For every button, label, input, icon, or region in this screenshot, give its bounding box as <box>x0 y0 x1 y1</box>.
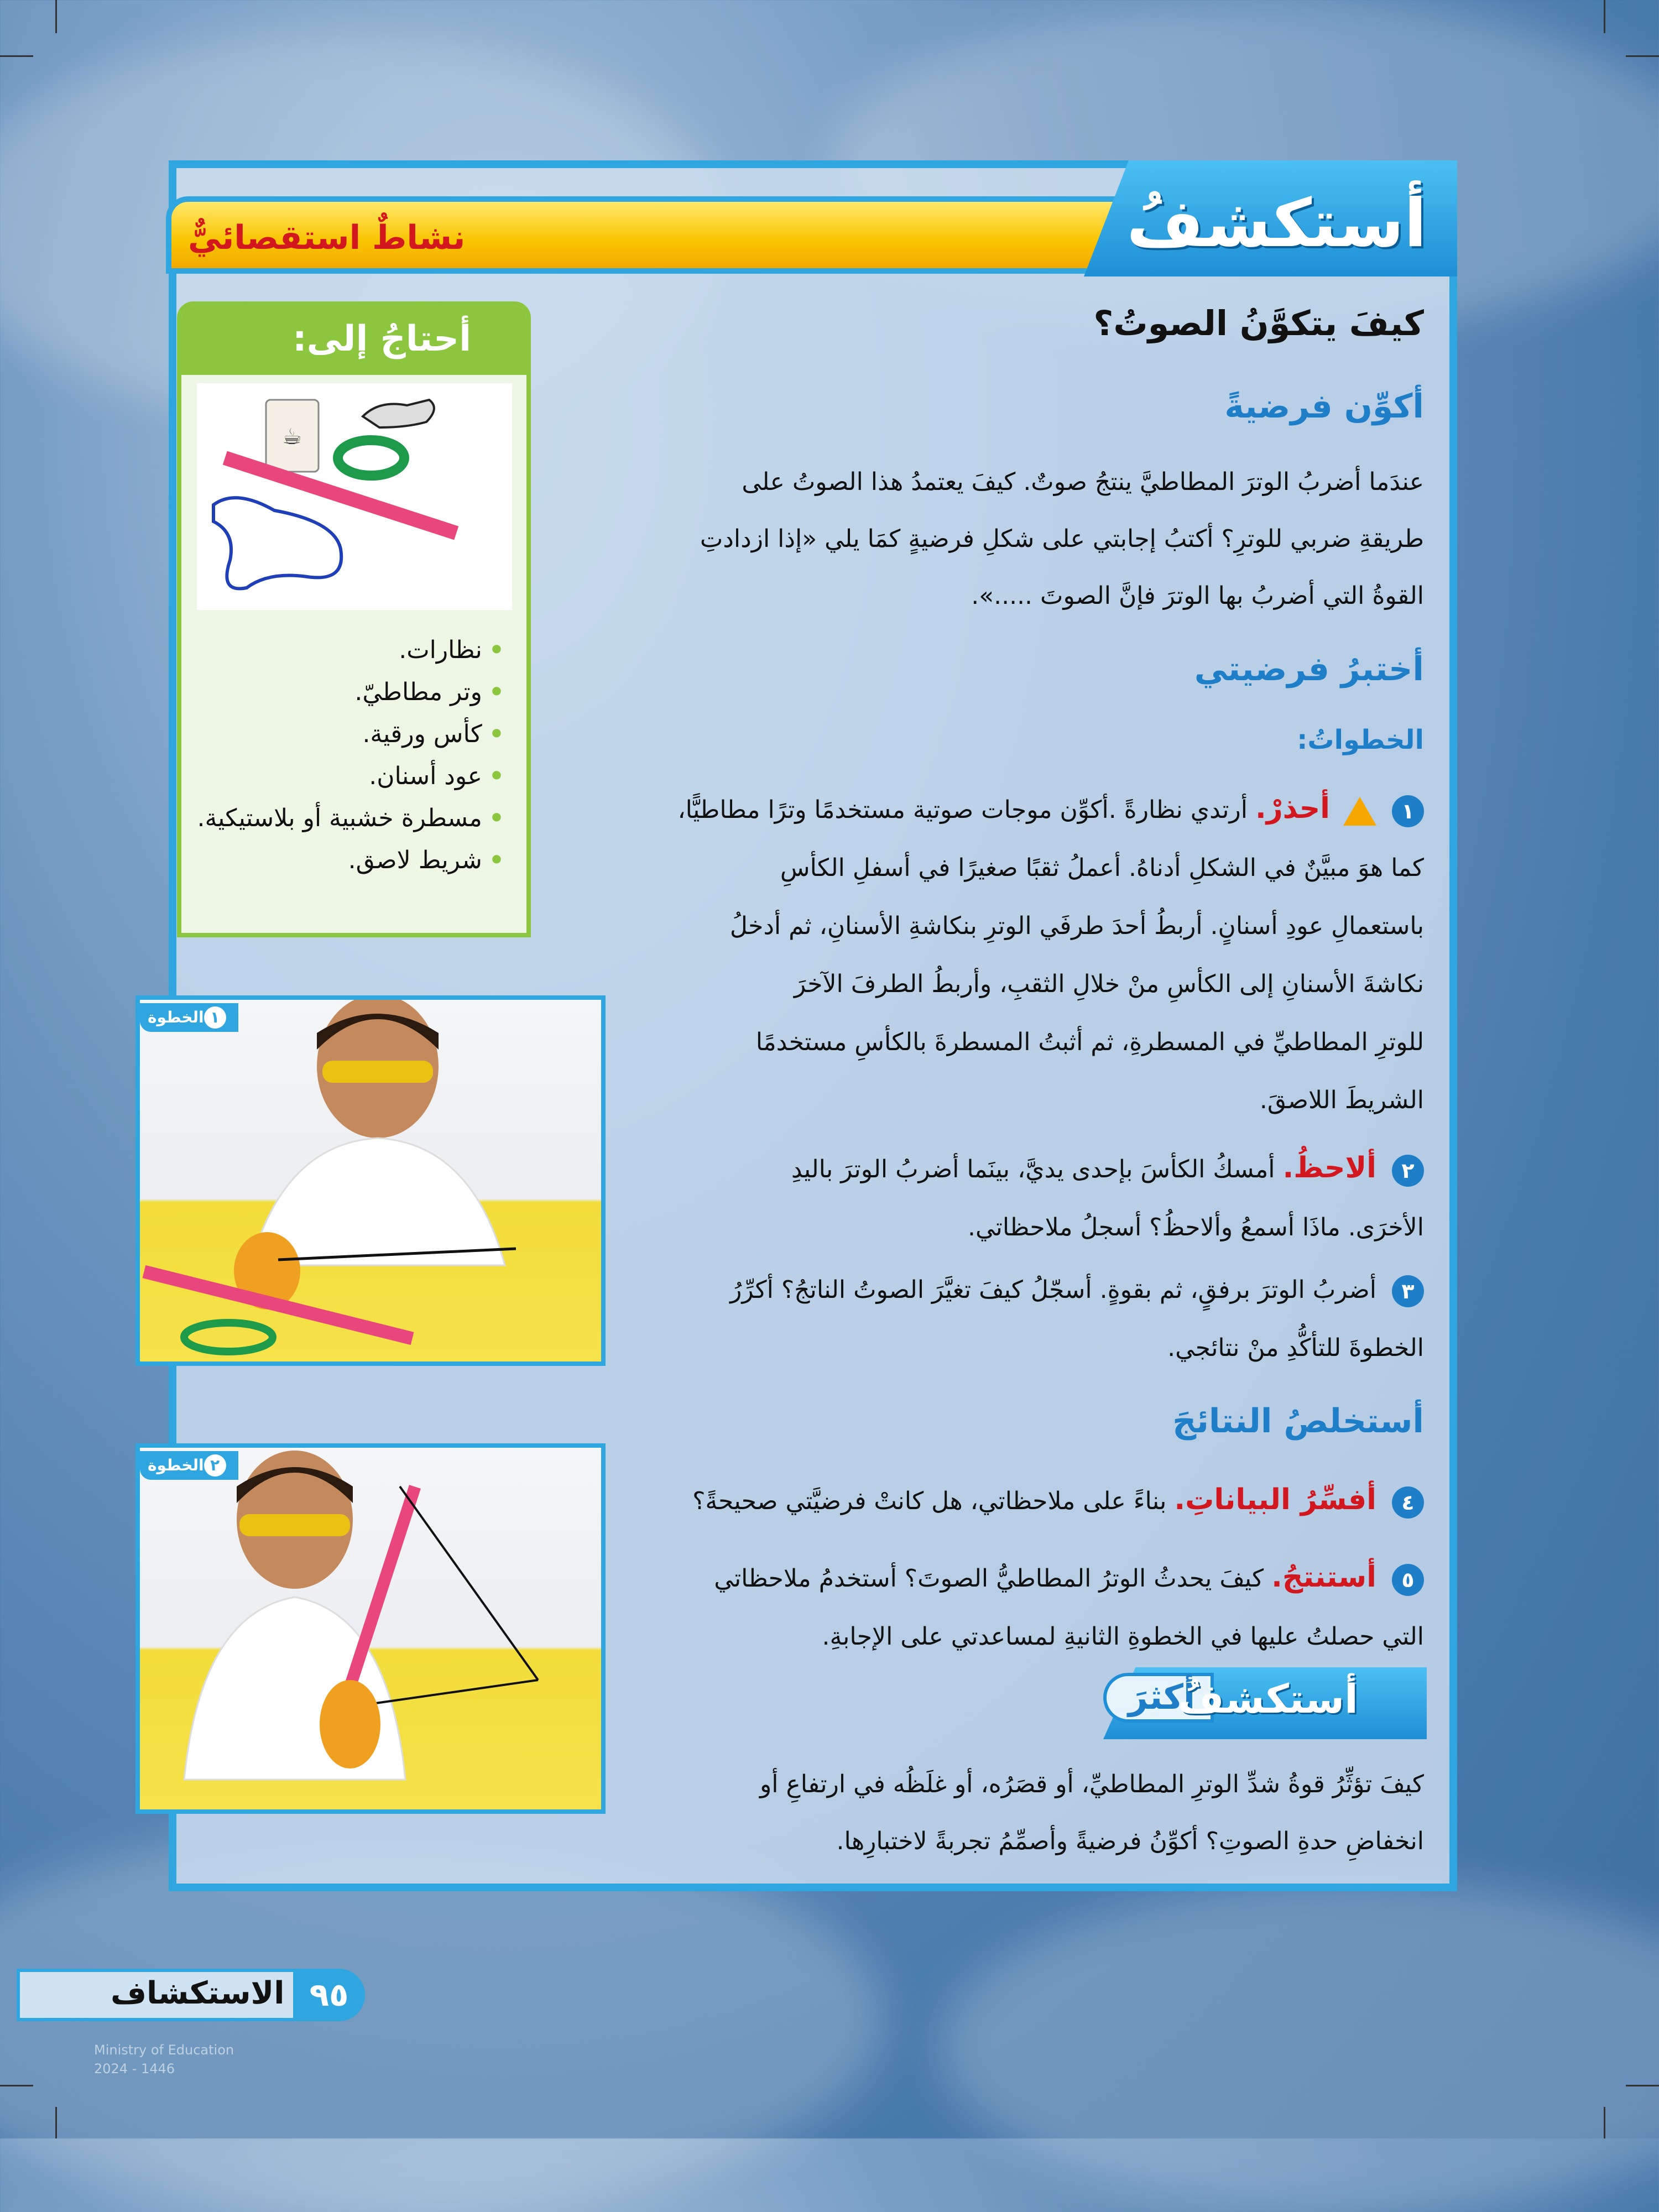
text-line: بناءً على ملاحظاتي، هل كانتْ فرضيَّتي صحيحةً؟ <box>692 1487 1167 1515</box>
materials-illustration <box>197 383 512 610</box>
list-item: •وتر مطاطيّ. <box>354 678 504 706</box>
step-2 <box>561 1139 1424 1256</box>
crop-mark <box>1604 2107 1605 2138</box>
step-5 <box>561 1548 1424 1666</box>
crop-mark <box>1604 0 1605 33</box>
crop-mark <box>0 2085 33 2086</box>
text-line: الخطوةَ للتأكُّدِ منْ نتائجي. <box>1167 1334 1424 1362</box>
hypothesis-text <box>561 453 1424 624</box>
section-title: الاستكشاف <box>111 1975 285 2011</box>
hypothesis-heading: أكوِّن فرضيةً <box>1224 387 1424 426</box>
tape-icon <box>338 440 404 476</box>
list-item: •كأس ورقية. <box>362 720 504 748</box>
materials-list <box>197 629 504 881</box>
steps-label: الخطواتُ: <box>1297 724 1424 755</box>
text-line: أضربُ الوترَ برفقٍ، ثم بقوةٍ. أسجّلُ كيفَ تغيَّرَ الصوتُ الناتجُ؟ أكرِّرُ <box>730 1276 1376 1304</box>
step-keyword: أستنتجُ. <box>1271 1561 1376 1594</box>
explore-more-tab-label: أكثرَ <box>1128 1677 1196 1717</box>
text-line: كما هوَ مبيَّنٌ في الشكلِ أدناهُ. أعملُ ثقبًا صغيرًا في أسفلِ الكأسِ <box>780 854 1424 882</box>
text-line: كيفَ تؤثِّرُ قوةُ شدِّ الوترِ المطاطيِّ، أو قصَرُه، أو غلَظُه في ارتفاعِ أو <box>760 1770 1424 1798</box>
activity-label: نشاطٌ استقصائيٌّ <box>188 218 466 257</box>
ministry-watermark: Ministry of Education 2024 - 1446 <box>94 2042 234 2077</box>
step-number: ٥ <box>1392 1564 1424 1596</box>
photo-step-tag: ١الخطوة <box>140 1003 238 1032</box>
text-line: انخفاضِ حدةِ الصوتِ؟ أكوِّنُ فرضيةً وأصمِّمُ تجربةً لاختبارِها. <box>836 1827 1424 1855</box>
materials-title: أحتاجُ إلى: <box>181 306 526 375</box>
step-number: ١ <box>1392 795 1424 827</box>
warning-icon <box>1343 797 1376 826</box>
main-question: كيفَ يتكوَّنُ الصوتُ؟ <box>1093 303 1424 343</box>
step-number: ٢ <box>1392 1155 1424 1187</box>
step-1-photo <box>135 995 606 1366</box>
step-number: ٤ <box>1392 1486 1424 1519</box>
list-item: •نظارات. <box>399 636 504 664</box>
child-with-ruler-illustration <box>140 1448 601 1809</box>
crop-mark <box>55 0 57 33</box>
step-2-photo <box>135 1443 606 1814</box>
explore-title: أستكشفُ <box>1126 185 1427 262</box>
text-line: القوةُ التي أضربُ بها الوترَ فإنَّ الصوتَ .....». <box>971 582 1424 610</box>
text-line: التي حصلتُ عليها في الخطوةِ الثانيةِ لمساعدتي على الإجابةِ. <box>822 1623 1424 1651</box>
text-line: طريقةِ ضربي للوترِ؟ أكتبُ إجابتي على شكلِ فرضيةٍ كمَا يلي «إذا ازدادتِ <box>700 525 1424 553</box>
text-line: الأخرَى. ماذَا أسمعُ وألاحظُ؟ أسجلُ ملاحظاتي. <box>967 1213 1424 1241</box>
text-line: باستعمالِ عودِ أسنانٍ. أربطُ أحدَ طرفَي الوترِ بنكاشةِ الأسنانِ، ثم أدخلُ <box>729 912 1424 940</box>
list-item: •مسطرة خشبية أو بلاستيكية. <box>197 804 504 832</box>
conclusions-heading: أستخلصُ النتائجَ <box>1172 1402 1424 1441</box>
materials-photo <box>197 383 512 610</box>
step-1 <box>561 780 1424 1129</box>
child-with-string-illustration <box>140 1000 601 1361</box>
crop-mark <box>1626 55 1659 57</box>
crop-mark <box>0 55 33 57</box>
crop-mark <box>55 2107 57 2138</box>
svg-text:☕: ☕ <box>282 424 302 450</box>
list-item: •شريط لاصق. <box>348 846 504 874</box>
step-keyword: أفسِّرُ البياناتِ. <box>1174 1483 1376 1516</box>
page-number: ٩٥ <box>293 1969 365 2021</box>
photo-step-tag: ٢الخطوة <box>140 1451 238 1480</box>
materials-box <box>177 301 531 937</box>
step-keyword: ألاحظُ. <box>1282 1151 1376 1185</box>
text-line: كيفَ يحدثُ الوترُ المطاطيُّ الصوتَ؟ أستخدمُ ملاحظاتي <box>714 1564 1264 1593</box>
step-number: ٣ <box>1392 1275 1424 1307</box>
step-3 <box>561 1261 1424 1377</box>
text-line: نكاشةَ الأسنانِ إلى الكأسِ منْ خلالِ الثقبِ، وأربطُ الطرفَ الآخرَ <box>794 970 1424 998</box>
step-4 <box>561 1471 1424 1530</box>
text-line: للوترِ المطاطيِّ في المسطرةِ، ثم أثبتُ المسطرةَ بالكأسِ مستخدمًا <box>755 1028 1424 1056</box>
goggles-icon <box>363 400 434 427</box>
crop-mark <box>1626 2085 1659 2086</box>
text-line: أرتدي نظارةً .أكوِّن موجات صوتية مستخدمًا وترًا مطاطيًّا، <box>677 796 1248 824</box>
rubber-band-icon <box>213 498 341 588</box>
explore-more-text <box>561 1756 1424 1870</box>
text-line: عندَما أضربُ الوترَ المطاطيَّ ينتجُ صوتٌ. كيفَ يعتمدُ هذا الصوتُ على <box>742 468 1424 496</box>
test-heading: أختبرُ فرضيتي <box>1194 650 1424 688</box>
step-keyword: أحذرْ. <box>1255 792 1330 825</box>
text-line: الشريطَ اللاصقَ. <box>1259 1086 1424 1114</box>
explore-more-label: أستكشفُ <box>1178 1676 1358 1722</box>
text-line: أمسكُ الكأسَ بإحدى يديَّ، بينَما أضربُ الوترَ باليدِ <box>791 1155 1275 1183</box>
cloud <box>940 1880 1659 2212</box>
cup-icon <box>320 1680 380 1768</box>
list-item: •عود أسنان. <box>369 762 504 790</box>
